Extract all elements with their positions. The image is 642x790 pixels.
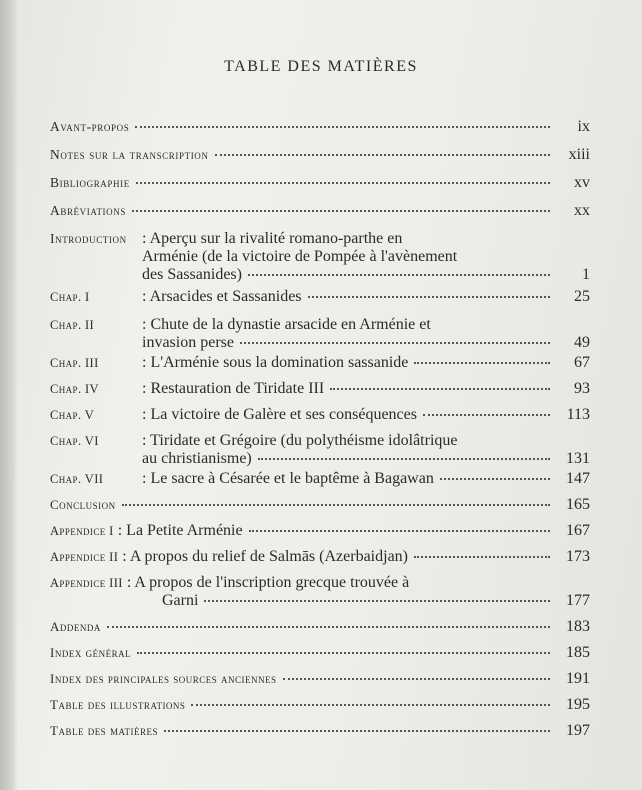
leader-dots	[136, 182, 550, 184]
entry-label: Abréviations	[50, 203, 126, 218]
appendix-tag: Appendice III	[50, 576, 123, 590]
toc-entry-appendice-3	[50, 574, 590, 610]
entry-label: Addenda	[50, 619, 101, 634]
entry-text-line-2: au christianisme)	[142, 450, 252, 467]
page-number: 49	[574, 334, 590, 351]
entry-label: Conclusion	[50, 497, 116, 512]
leader-dots	[414, 362, 550, 364]
entry-text: : Le sacre à Césarée et le baptême à Bagawan	[142, 470, 434, 487]
toc-entry-chap-6	[50, 432, 590, 468]
entry-label: Table des illustrations	[50, 697, 186, 712]
page-number: 167	[566, 522, 590, 539]
toc-entry-chap-5	[50, 406, 590, 424]
entry-text-line-2: Arménie (de la victoire de Pompée à l'avènement	[142, 248, 458, 265]
page-title: TABLE DES MATIÈRES	[224, 58, 418, 75]
page-number: 113	[566, 406, 590, 423]
page-number: 25	[574, 288, 590, 305]
toc-entry-chap-2	[50, 316, 590, 352]
book-spine-shadow	[0, 0, 18, 790]
page-number: 197	[566, 722, 590, 739]
entry-text: : Restauration de Tiridate III	[142, 380, 325, 397]
entry-text-line-2: Garni	[162, 592, 199, 609]
toc-entry-avant-propos	[50, 118, 590, 136]
entry-text-line-1: : A propos de l'inscription grecque trouvée à	[126, 574, 410, 591]
page-number: xiii	[568, 146, 590, 163]
page-number: 191	[566, 670, 590, 687]
leader-dots	[440, 478, 550, 480]
toc-entry-chap-7	[50, 470, 590, 488]
chapter-tag: Chap. VII	[50, 472, 104, 486]
chapter-tag: Chap. III	[50, 356, 99, 370]
entry-text: : La victoire de Galère et ses conséquences	[142, 406, 417, 423]
chapter-tag: Chap. I	[50, 290, 90, 304]
entry-text: : A propos du relief de Salmās (Azerbaidjan)	[122, 548, 408, 565]
toc-entry-table-matieres	[50, 722, 590, 740]
toc-entry-chap-3	[50, 354, 590, 372]
page-number: 147	[566, 470, 590, 487]
appendix-tag: Appendice II	[50, 550, 119, 564]
leader-dots	[132, 210, 550, 212]
entry-text: : L'Arménie sous la domination sassanide	[142, 354, 409, 371]
entry-label: Table des matières	[50, 723, 158, 738]
entry-label: Bibliographie	[50, 175, 130, 190]
toc-entry-appendice-1	[50, 522, 590, 540]
toc-entry-abreviations	[50, 202, 590, 220]
leader-dots	[107, 626, 550, 628]
page-number: 93	[574, 380, 590, 397]
page-number: 183	[566, 618, 590, 635]
leader-dots	[258, 458, 550, 460]
page-number: ix	[577, 118, 590, 135]
toc-entry-addenda	[50, 618, 590, 636]
entry-label: Avant-propos	[50, 119, 130, 134]
entry-text: : Arsacides et Sassanides	[142, 288, 302, 305]
entry-label: Notes sur la transcription	[50, 147, 209, 162]
page-number: 165	[566, 496, 590, 513]
leader-dots	[414, 556, 550, 558]
appendix-tag: Appendice I	[50, 524, 114, 538]
toc-entry-appendice-2	[50, 548, 590, 566]
entry-text: : La Petite Arménie	[117, 522, 243, 539]
leader-dots	[122, 504, 550, 506]
entry-label: Introduction	[50, 231, 127, 246]
leader-dots	[330, 388, 550, 390]
toc-entry-bibliographie	[50, 174, 590, 192]
entry-label: Index des principales sources anciennes	[50, 671, 277, 686]
chapter-tag: Chap. VI	[50, 434, 99, 448]
entry-text-line-3: des Sassanides)	[142, 266, 242, 283]
entry-text-line-1: : Chute de la dynastie arsacide en Arménie et	[142, 316, 431, 333]
leader-dots	[215, 154, 551, 156]
page-number: 195	[566, 696, 590, 713]
toc-entry-table-illustrations	[50, 696, 590, 714]
leader-dots	[240, 342, 550, 344]
leader-dots	[423, 414, 550, 416]
entry-label: Index général	[50, 645, 132, 660]
chapter-tag: Chap. II	[50, 318, 95, 332]
leader-dots	[248, 274, 550, 276]
toc-entry-introduction	[50, 230, 590, 284]
leader-dots	[308, 296, 550, 298]
toc-entry-chap-4	[50, 380, 590, 398]
leader-dots	[191, 704, 550, 706]
page-number: 131	[566, 450, 590, 467]
entry-text-line-2: invasion perse	[142, 334, 234, 351]
chapter-tag: Chap. IV	[50, 382, 99, 396]
page-number: xx	[574, 202, 590, 219]
leader-dots	[204, 600, 550, 602]
toc-entry-index-general	[50, 644, 590, 662]
leader-dots	[249, 530, 550, 532]
chapter-tag: Chap. V	[50, 408, 95, 422]
page-number: 185	[566, 644, 590, 661]
leader-dots	[164, 730, 550, 732]
toc-entry-index-sources	[50, 670, 590, 688]
toc-entry-conclusion	[50, 496, 590, 514]
entry-text-line-1: : Aperçu sur la rivalité romano-parthe en	[142, 230, 403, 247]
page-number: xv	[574, 174, 590, 191]
page-number: 173	[566, 548, 590, 565]
toc-entry-notes	[50, 146, 590, 164]
page-number: 1	[582, 266, 590, 283]
toc-entry-chap-1	[50, 288, 590, 306]
page-number: 67	[574, 354, 590, 371]
page-number: 177	[566, 592, 590, 609]
leader-dots	[137, 652, 550, 654]
leader-dots	[283, 678, 550, 680]
entry-text-line-1: : Tiridate et Grégoire (du polythéisme idolâtrique	[142, 432, 458, 449]
leader-dots	[135, 126, 550, 128]
